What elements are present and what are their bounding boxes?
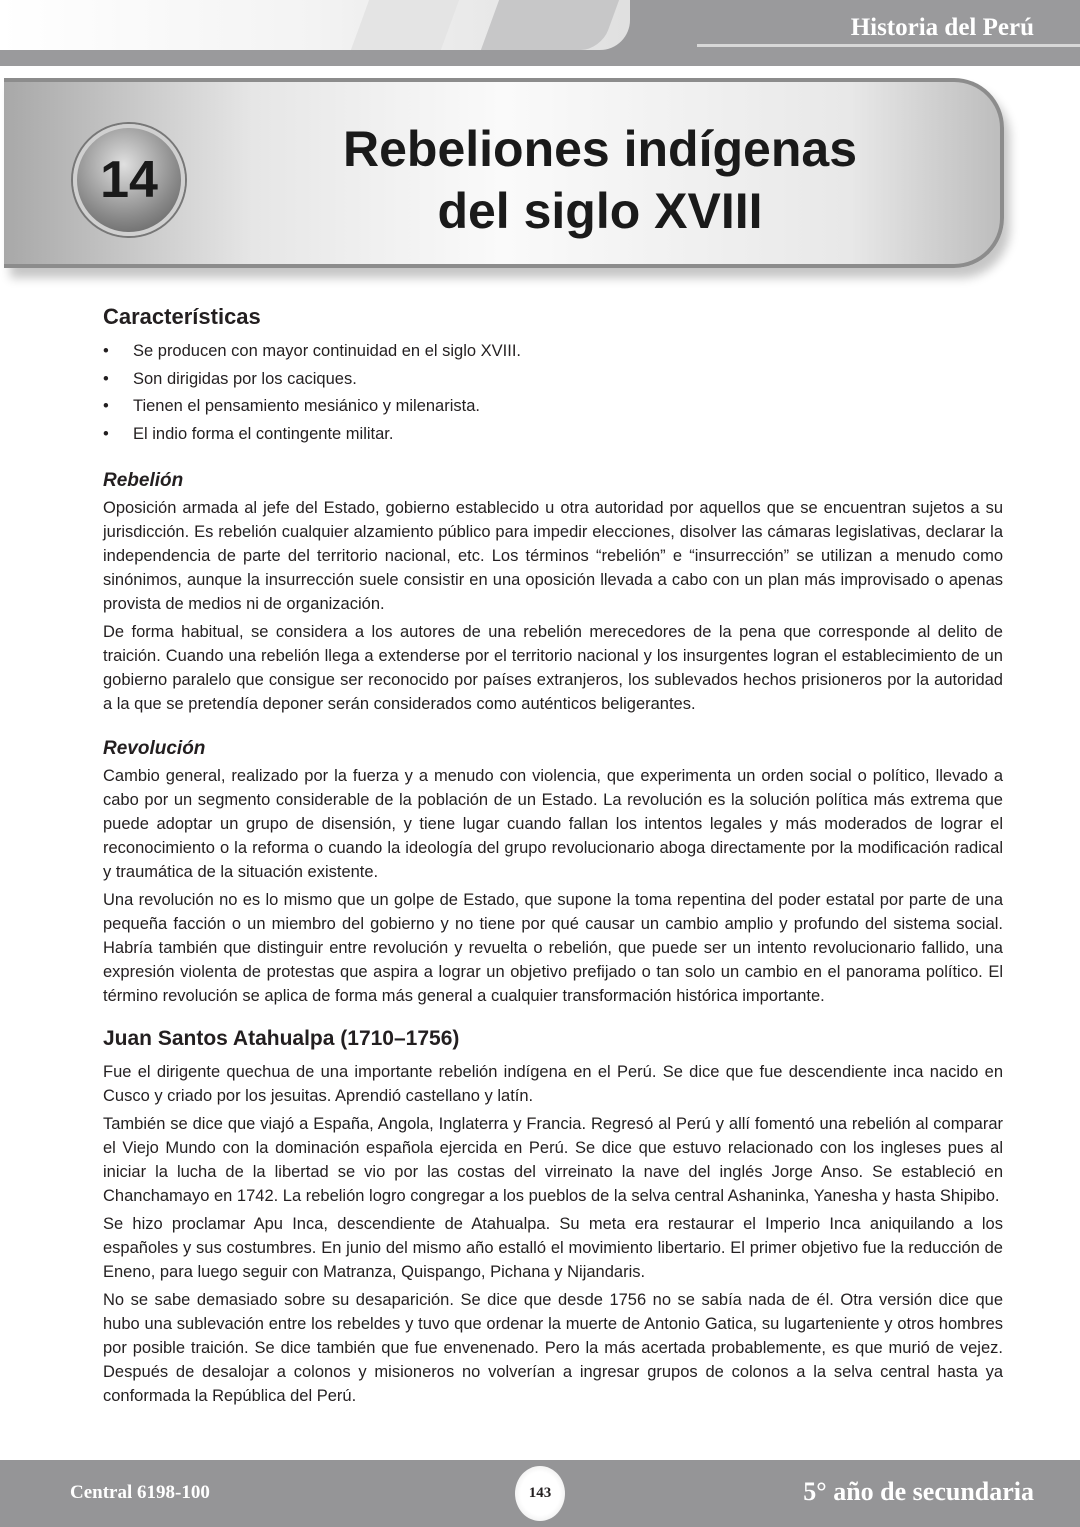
paragraph: Se hizo proclamar Apu Inca, descendiente de Atahualpa. Su meta era restaurar el Imperio Inca aniquilando a los españoles y sus costumbres. En junio del mismo año estalló el movimiento libertario. El primer objetivo fue la reducción de Eneno, para luego seguir con Matranza, Quispango, Pichana y Nijandaris. <box>103 1215 1003 1281</box>
subheading-revolucion: Revolución <box>103 738 206 759</box>
paragraph: No se sabe demasiado sobre su desaparición. Se dice que desde 1756 no se sabía nada de él. Otra versión dice que hubo una sublevación entre los rebeldes y tuvo que ordenar la muerte de Antonio Gatica, su lugarteniente y otros hombres por posible traición. Se dice también que fue envenenado. Pero la más acertada probablemente, es que murió de vejez. Después de desalojar a colonos y misioneros no volverían a ingresar grupos de colonos a la selva central hasta ya conformada la República del Perú. <box>103 1291 1003 1405</box>
list-item: • Son dirigidas por los caciques. <box>103 366 1003 394</box>
footer-bar <box>0 1460 1080 1527</box>
caracteristicas-list <box>103 338 1003 448</box>
paragraph: Una revolución no es lo mismo que un golpe de Estado, que supone la toma repentina del poder estatal por parte de una pequeña facción o un miembro del gobierno y no tiene por qué causar un cambio amplio y profundo del sistema social. Habría también que distinguir entre revolución y revuelta o rebelión, que puede ser un intento revolucionario fallido, una expresión violenta de protestas que aspira a lograr un objetivo prefijado o tan solo un cambio en el panorama político. El término revolución se aplica de forma más general a cualquier transformación histórica importante. <box>103 891 1003 1005</box>
footer-phone: Central 6198-100 <box>70 1482 210 1503</box>
list-item: • Tienen el pensamiento mesiánico y milenarista. <box>103 393 1003 421</box>
paragraph: Fue el dirigente quechua de una importante rebelión indígena en el Perú. Se dice que fue descendiente inca nacido en Cusco y criado por los jesuitas. Aprendió castellano y latín. <box>103 1063 1003 1105</box>
header-decoration <box>351 0 459 50</box>
header-decoration <box>481 0 619 50</box>
chapter-title-line: del siglo XVIII <box>437 183 763 239</box>
page-number: 143 <box>515 1466 565 1521</box>
header-line <box>697 44 1080 47</box>
list-item: • Se producen con mayor continuidad en el siglo XVIII. <box>103 338 1003 366</box>
paragraph: Cambio general, realizado por la fuerza y a menudo con violencia, que experimenta un orden social o político, llevado a cabo por un segmento considerable de la población de un Estado. La revolución es la solución política más extrema que puede adoptar un grupo de disensión, y tiene lugar cuando fallan los intentos legales y más moderados de lograr el reconocimiento o la reforma o cuando la ideología del grupo revolucionario aboga directamente por la modificación radical y traumática de la situación existente. <box>103 767 1003 881</box>
list-item: • El indio forma el contingente militar. <box>103 421 1003 449</box>
paragraph: Oposición armada al jefe del Estado, gobierno establecido u otra autoridad por aquellos que se encuentran sujetos a su jurisdicción. Es rebelión cualquier alzamiento público para impedir elecciones, disolver las cámaras legislativas, declarar la independencia de parte del territorio nacional, etc. Los términos “rebelión” e “insurrección” se utilizan a menudo como sinónimos, aunque la insurrección suele consistir en una oposición llevada a cabo con un plan más improvisado o apenas provista de medios ni de organización. <box>103 499 1003 613</box>
chapter-title <box>300 118 900 242</box>
chapter-number-badge: 14 <box>73 124 185 236</box>
section-heading-juan-santos: Juan Santos Atahualpa (1710–1756) <box>103 1027 460 1050</box>
section-heading-caracteristicas: Características <box>103 304 261 329</box>
paragraph: También se dice que viajó a España, Angola, Inglaterra y Francia. Regresó al Perú y allí fomentó una rebelión al comparar el Viejo Mundo con la dominación española ejercida en Perú. Se dice que estuvo relacionado con los ingleses pues al iniciar la lucha de la libertad se vio por las costas del virreinato la nave del inglés Jorge Anso. Se estableció en Chanchamayo en 1742. La rebelión logro congregar a los pueblos de la selva central Ashaninka, Yanesha y hasta Shipibo. <box>103 1115 1003 1205</box>
paragraph: De forma habitual, se considera a los autores de una rebelión merecedores de la pena que corresponde al delito de traición. Cuando una rebelión llega a extenderse por el territorio nacional y los insurgentes logran el establecimiento de un gobierno paralelo que consigue ser reconocido por países extranjeros, los sublevados hechos prisioneros por la autoridad a la que se pretendía deponer serán considerados como auténticos beligerantes. <box>103 623 1003 713</box>
subject-title: Historia del Perú <box>850 14 1034 41</box>
page-content <box>103 302 1003 1412</box>
subheading-rebelion: Rebelión <box>103 470 184 491</box>
chapter-title-line: Rebeliones indígenas <box>342 121 857 177</box>
footer-grade: 5° año de secundaria <box>803 1477 1034 1506</box>
